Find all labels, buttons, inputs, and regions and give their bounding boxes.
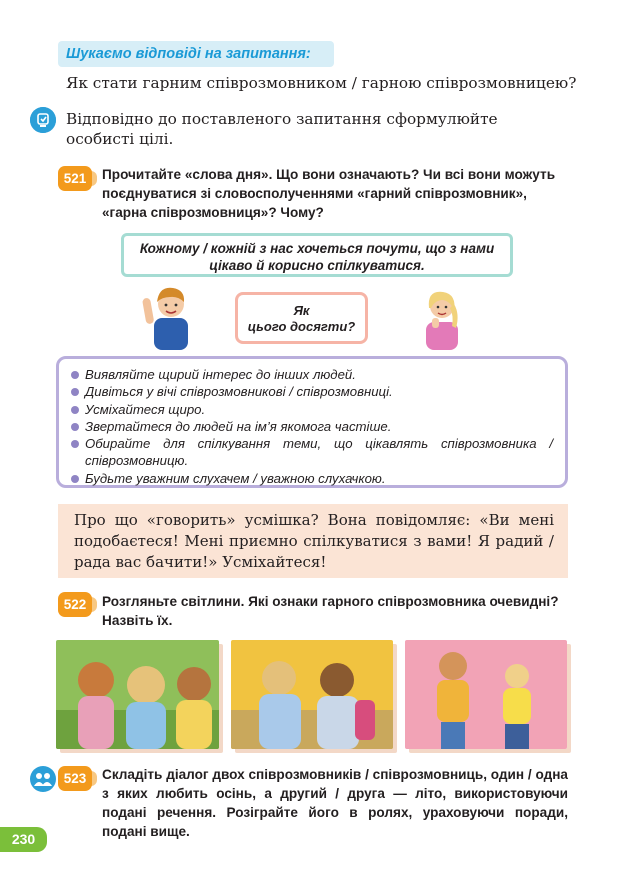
tip-item: Дивіться у вічі співрозмовникові / співрозмовниці. — [71, 383, 553, 400]
phrase-line: цікаво й корисно спілкуватися. — [209, 258, 425, 273]
tip-item: Виявляйте щирий інтерес до інших людей. — [71, 366, 553, 383]
tip-item: Обирайте для спілкування теми, що цікавлять співрозмовника / співрозмовницю. — [71, 435, 553, 470]
words-of-day-box — [121, 233, 513, 277]
exercise-number-badge: 523 — [58, 766, 92, 791]
tip-item: Усміхайтеся щиро. — [71, 401, 553, 418]
section-label: Шукаємо відповіді на запитання: — [58, 41, 334, 67]
exercise-instruction: Прочитайте «слова дня». Що вони означають? Чи всі вони можуть поєднуватися зі словосполученнями «гарний співрозмовник», «гарна співрозмовниця»? Чому? — [102, 167, 556, 220]
smile-note: Про що «говорить» усмішка? Вона повідомляє: «Ви мені подобаєтеся! Мені приємно спілкуватися з вами! Я радий / рада вас бачити!» Усміхайтеся! — [58, 504, 568, 578]
girl-illustration — [418, 284, 466, 350]
exercise-number-badge: 522 — [58, 592, 92, 617]
tip-item: Звертайтеся до людей на ім’я якомога частіше. — [71, 418, 553, 435]
phrase-line: Кожному / кожній з нас хочеться почути, що з нами — [139, 241, 495, 256]
key-question: Як стати гарним співрозмовником / гарною співрозмовницею? — [66, 74, 577, 92]
tips-list-box — [56, 356, 568, 488]
exercise-instruction: Складіть діалог двох співрозмовників / співрозмовниць, один / одна з яких любить осінь, а другий / друга — літо, використовуючи подані речення. Розіграйте його в ролях, ураховуючи поради, подані вище. — [102, 767, 568, 839]
exercise-number-badge: 521 — [58, 166, 92, 191]
how-to-achieve-box — [235, 292, 368, 344]
how-line: цього досягти? — [247, 319, 356, 334]
task-intro: Відповідно до поставленого запитання сформулюйте особисті цілі. — [66, 110, 498, 148]
lightbulb-icon — [30, 107, 56, 133]
photo-girls-whispering — [56, 640, 219, 749]
boy-illustration — [140, 280, 202, 350]
pair-work-icon — [30, 766, 56, 792]
tip-item: Будьте уважним слухачем / уважною слухачкою. — [71, 470, 553, 487]
exercise-instruction: Розгляньте світлини. Які ознаки гарного співрозмовника очевидні? Назвіть їх. — [102, 594, 559, 628]
how-line: Як — [293, 303, 310, 318]
page-number: 230 — [0, 827, 47, 852]
photo-schoolgirls — [231, 640, 393, 749]
photo-kids-pink-wall — [405, 640, 567, 749]
